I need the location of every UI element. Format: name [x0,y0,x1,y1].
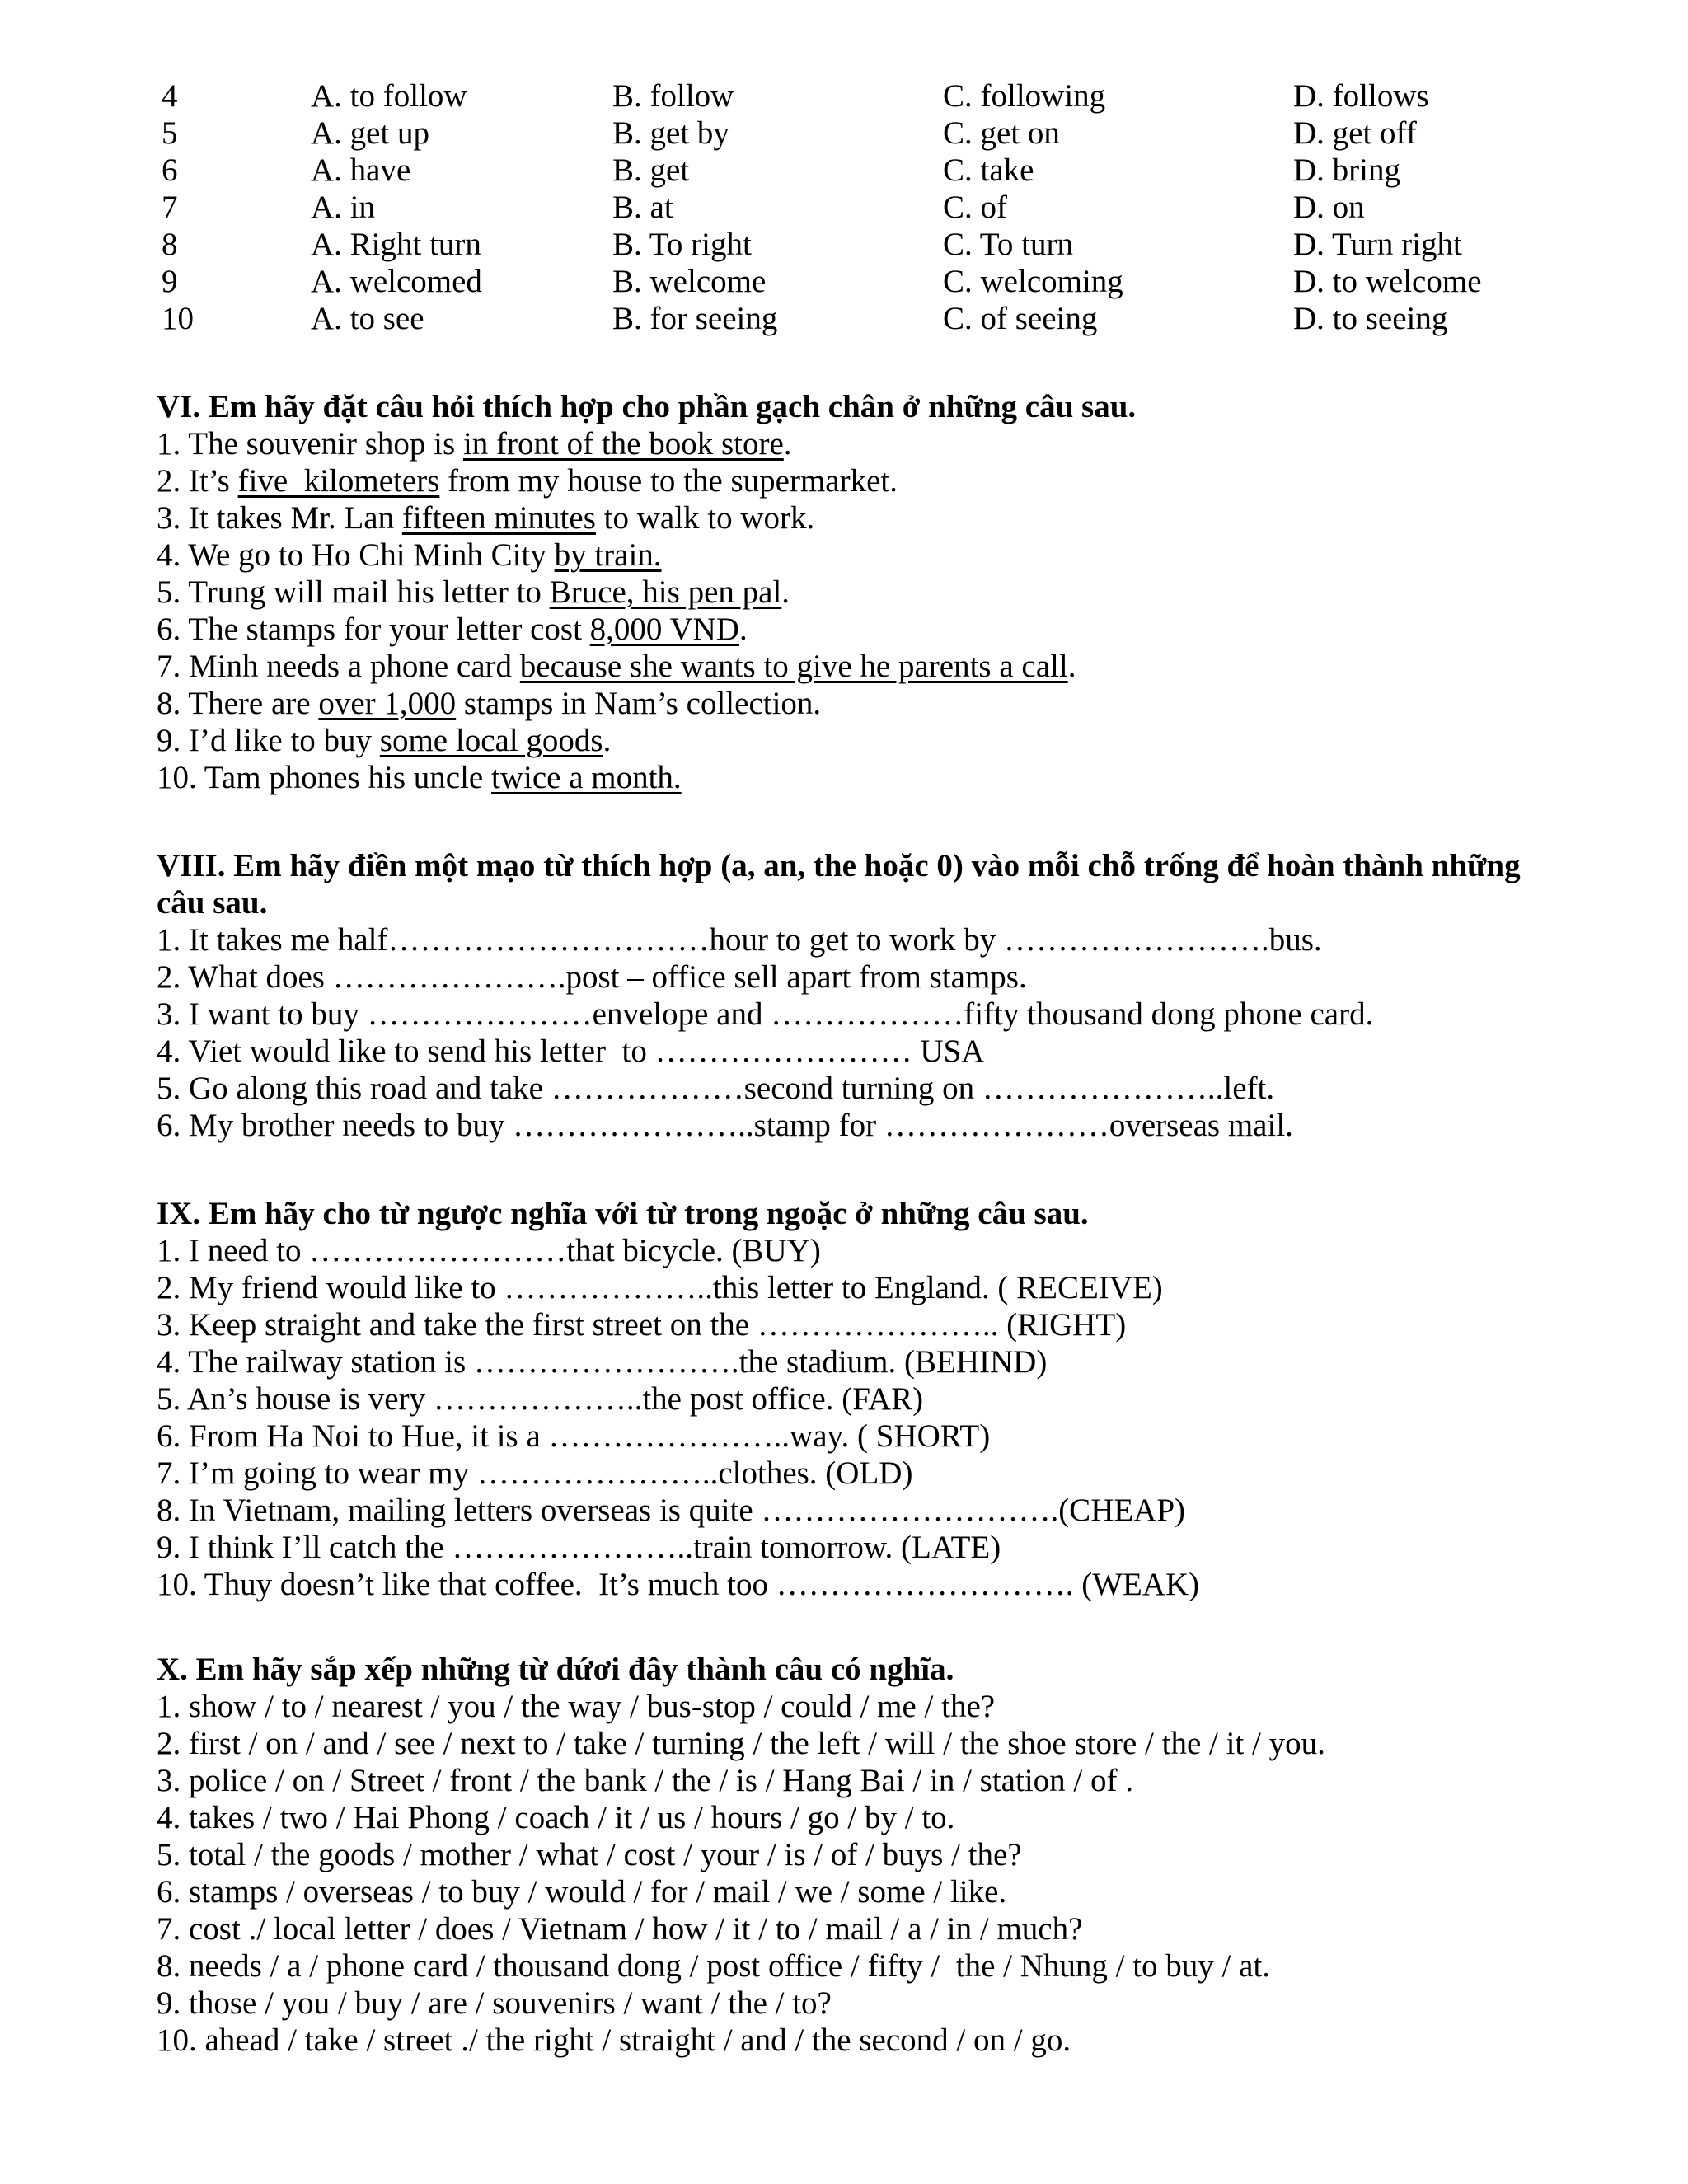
underlined-text: five kilometers [237,463,440,499]
exercise-line [157,611,1606,648]
mcq-cell-a: A. in [311,190,375,225]
exercise-line: 7. cost ./ local letter / does / Vietnam / how / it / to / mail / a / in / much? [157,1911,1083,1947]
section-viii [157,847,1606,1144]
text-segment: . [1067,649,1076,684]
underlined-text: in front of the book store [462,426,784,462]
mcq-cell-b: B. welcome [612,264,767,299]
text-segment: to walk to work. [595,500,815,536]
mcq-cell-d: D. to welcome [1293,264,1482,299]
exercise-line: 4. Viet would like to send his letter to …………………… USA [157,1033,985,1069]
mcq-cell-b: B. get [612,152,690,188]
underlined-text: by train. [554,537,662,573]
mcq-cell-a: A. get up [311,115,430,151]
text-segment: 10. Tam phones his uncle [157,760,491,795]
mcq-cell-a: A. have [311,152,411,188]
mcq-options-table [157,77,1606,337]
mcq-cell-c: C. following [943,78,1106,114]
exercise-line [157,499,1606,537]
section-viii-title-line2: câu sau. [157,885,268,921]
exercise-line [157,685,1606,722]
mcq-cell-d: D. Turn right [1293,227,1462,262]
exercise-line: 3. police / on / Street / front / the bank / the / is / Hang Bai / in / station / of . [157,1763,1133,1798]
exercise-line: 9. I think I’ll catch the …………………..train tomorrow. (LATE) [157,1530,1001,1565]
underlined-text: Bruce, his pen pal [549,574,782,610]
section-viii-title [157,847,1606,921]
mcq-cell-c: C. welcoming [943,264,1123,299]
mcq-cell-num: 6 [162,152,178,188]
exercise-line: 7. I’m going to wear my …………………..clothes. (OLD) [157,1455,913,1491]
text-segment: 9. I’d like to buy [157,723,380,758]
text-segment: 7. Minh needs a phone card [157,649,520,684]
exercise-line: 1. I need to ……………………that bicycle. (BUY) [157,1233,821,1268]
exercise-line: 3. Keep straight and take the first street on the ………………….. (RIGHT) [157,1307,1127,1343]
exercise-line: 9. those / you / buy / are / souvenirs / want / the / to? [157,1985,832,2021]
underlined-text: twice a month. [491,760,682,795]
text-segment: 8. There are [157,686,319,721]
exercise-line: 4. The railway station is …………………….the stadium. (BEHIND) [157,1344,1048,1380]
mcq-cell-a: A. to see [311,301,424,336]
exercise-line: 6. stamps / overseas / to buy / would / for / mail / we / some / like. [157,1874,1007,1910]
text-segment: 5. Trung will mail his letter to [157,574,550,610]
section-ix-items [157,1232,1606,1603]
table-row [162,263,1606,300]
section-x-items [157,1688,1606,2059]
exercise-line: 8. In Vietnam, mailing letters overseas is quite ……………………….(CHEAP) [157,1493,1186,1528]
section-ix [157,1195,1606,1603]
exercise-line: 2. What does ………………….post – office sell apart from stamps. [157,959,1027,995]
section-x-title: X. Em hãy sắp xếp những từ dứơi đây thành câu có nghĩa. [157,1652,954,1687]
table-row [162,189,1606,226]
text-segment: . [738,612,748,647]
mcq-cell-c: C. of seeing [943,301,1098,336]
exercise-line: 2. first / on / and / see / next to / take / turning / the left / will / the shoe store / the / it / you. [157,1726,1325,1761]
exercise-line [157,425,1606,462]
table-row [162,226,1606,263]
section-viii-items [157,921,1606,1144]
mcq-cell-d: D. follows [1293,78,1429,114]
text-segment: . [603,723,612,758]
text-segment: 6. The stamps for your letter cost [157,612,590,647]
exercise-line [157,759,1606,796]
mcq-cell-num: 7 [162,190,178,225]
section-ix-title: IX. Em hãy cho từ ngược nghĩa với từ trong ngoặc ở những câu sau. [157,1196,1089,1231]
mcq-cell-c: C. take [943,152,1034,188]
exercise-line [157,722,1606,759]
table-row [162,115,1606,152]
exercise-line: 10. ahead / take / street ./ the right / straight / and / the second / on / go. [157,2022,1071,2058]
section-vi [157,388,1606,796]
exercise-line: 6. My brother needs to buy …………………..stamp for …………………overseas mail. [157,1108,1293,1143]
section-vi-items [157,425,1606,796]
exercise-line: 1. It takes me half…………………………hour to get to work by …………………….bus. [157,922,1322,958]
exercise-line: 5. Go along this road and take ………………second turning on …………………..left. [157,1071,1275,1106]
exercise-line: 4. takes / two / Hai Phong / coach / it / us / hours / go / by / to. [157,1800,955,1835]
mcq-cell-num: 8 [162,227,178,262]
underlined-text: 8,000 VND [589,612,739,647]
exercise-line [157,537,1606,574]
mcq-cell-c: C. of [943,190,1007,225]
mcq-cell-c: C. get on [943,115,1060,151]
underlined-text: because she wants to give he parents a call [519,649,1068,684]
table-row [162,152,1606,189]
mcq-cell-num: 4 [162,78,178,114]
mcq-cell-b: B. follow [612,78,734,114]
exercise-line: 2. My friend would like to ………………..this letter to England. ( RECEIVE) [157,1270,1163,1305]
mcq-cell-d: D. get off [1293,115,1417,151]
underlined-text: fifteen minutes [401,500,596,536]
exercise-line [157,574,1606,611]
mcq-cell-b: B. get by [612,115,729,151]
mcq-cell-b: B. for seeing [612,301,778,336]
text-segment: 1. The souvenir shop is [157,426,463,462]
mcq-cell-a: A. welcomed [311,264,482,299]
mcq-cell-c: C. To turn [943,227,1073,262]
text-segment: . [781,574,790,610]
exercise-line: 10. Thuy doesn’t like that coffee. It’s much too ………………………. (WEAK) [157,1567,1200,1602]
exercise-line: 8. needs / a / phone card / thousand dong / post office / fifty / the / Nhung / to buy / at. [157,1948,1271,1984]
mcq-cell-d: D. to seeing [1293,301,1448,336]
mcq-cell-d: D. on [1293,190,1365,225]
text-segment: 4. We go to Ho Chi Minh City [157,537,555,573]
section-x [157,1651,1606,2059]
table-row [162,77,1606,115]
exercise-line: 3. I want to buy …………………envelope and ………………fifty thousand dong phone card. [157,996,1374,1032]
section-vi-title: VI. Em hãy đặt câu hỏi thích hợp cho phần gạch chân ở những câu sau. [157,389,1137,424]
table-row [162,300,1606,337]
text-segment: 3. It takes Mr. Lan [157,500,402,536]
mcq-cell-a: A. to follow [311,78,467,114]
exercise-line [157,648,1606,685]
exercise-line: 6. From Ha Noi to Hue, it is a …………………..way. ( SHORT) [157,1418,991,1454]
section-viii-title-line1: VIII. Em hãy điền một mạo từ thích hợp (a, an, the hoặc 0) vào mỗi chỗ trống để hoàn thành những [157,848,1521,883]
text-segment: . [783,426,792,462]
mcq-cell-num: 10 [162,301,194,336]
exercise-line [157,462,1606,499]
text-segment: 2. It’s [157,463,238,499]
mcq-cell-num: 9 [162,264,178,299]
mcq-cell-b: B. To right [612,227,752,262]
exercise-line: 5. total / the goods / mother / what / cost / your / is / of / buys / the? [157,1837,1022,1872]
text-segment: from my house to the supermarket. [439,463,898,499]
mcq-cell-a: A. Right turn [311,227,481,262]
exercise-line: 1. show / to / nearest / you / the way / bus-stop / could / me / the? [157,1689,996,1724]
text-segment: stamps in Nam’s collection. [456,686,822,721]
underlined-text: some local goods [379,723,603,758]
underlined-text: over 1,000 [318,686,457,721]
mcq-cell-b: B. at [612,190,673,225]
exercise-line: 5. An’s house is very ………………..the post office. (FAR) [157,1381,924,1417]
mcq-cell-num: 5 [162,115,178,151]
mcq-cell-d: D. bring [1293,152,1400,188]
